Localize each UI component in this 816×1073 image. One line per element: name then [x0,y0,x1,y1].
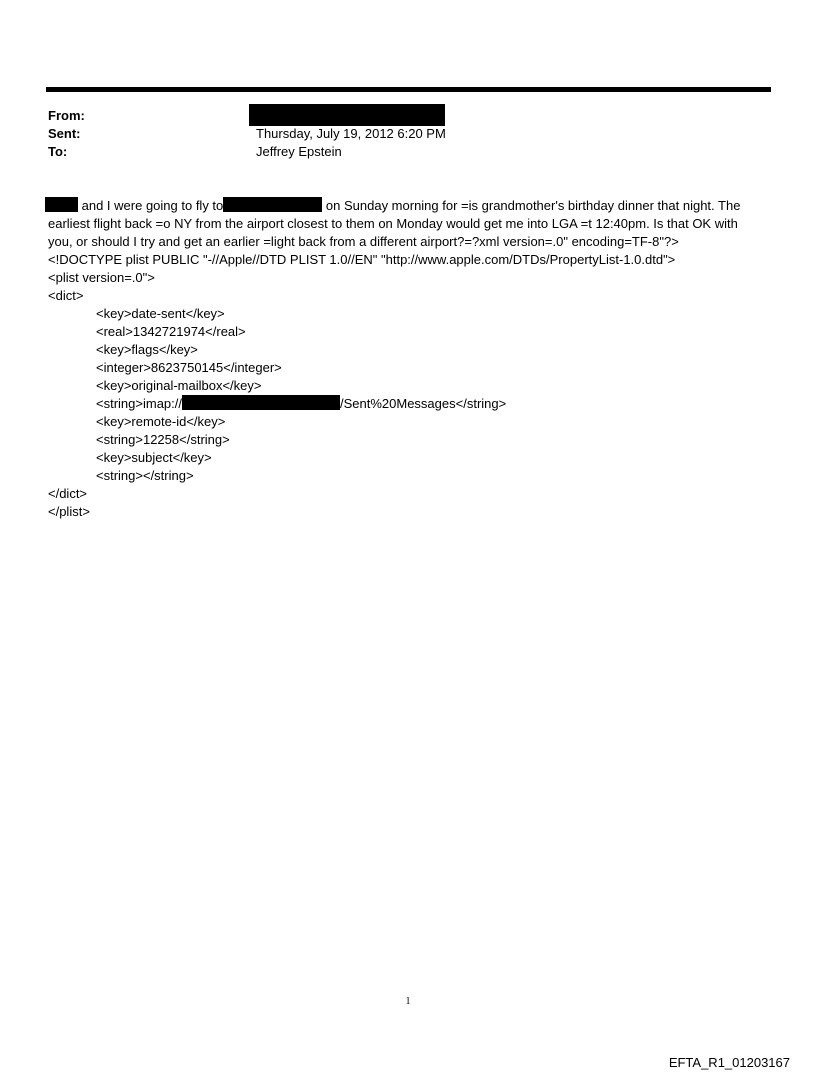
plist-line: <key>date-sent</key> [96,306,225,321]
body-line: <plist version=.0"> [48,270,155,285]
redacted-name [45,197,78,212]
redacted-sender [249,104,445,126]
body-line: </dict> [48,486,88,501]
top-rule [46,87,771,92]
body-text: and I were going to fly to [81,198,224,213]
body-line: you, or should I try and get an earlier =light back from a different airport?=?xml version=.0" encoding=TF-8"?> [48,234,679,249]
body-text: /Sent%20Messages</string> [340,396,507,411]
from-label: From: [48,108,85,123]
body-line [48,197,773,215]
plist-line: <string></string> [96,468,194,483]
plist-line: <key>original-mailbox</key> [96,378,262,393]
plist-line: <integer>8623750145</integer> [96,360,282,375]
to-label: To: [48,144,68,159]
redacted-destination [223,197,322,212]
sent-value: Thursday, July 19, 2012 6:20 PM [256,126,446,141]
body-text: <string>imap:// [96,396,182,411]
bates-number: EFTA_R1_01203167 [668,1055,790,1070]
body-line: </plist> [48,504,90,519]
body-line: <dict> [48,288,84,303]
to-value: Jeffrey Epstein [256,144,342,159]
plist-line [48,395,773,413]
plist-line: <real>1342721974</real> [96,324,246,339]
message-body [48,197,773,521]
redacted-imap-host [182,395,340,410]
page-number: 1 [405,996,411,1007]
body-line: <!DOCTYPE plist PUBLIC "-//Apple//DTD PLIST 1.0//EN" "http://www.apple.com/DTDs/PropertyList-1.0.dtd"> [48,252,676,267]
plist-line: <key>remote-id</key> [96,414,226,429]
plist-line: <key>flags</key> [96,342,198,357]
sent-label: Sent: [48,126,81,141]
body-line: earliest flight back =o NY from the airport closest to them on Monday would get me into LGA =t 12:40pm. Is that OK with [48,216,738,231]
plist-line: <key>subject</key> [96,450,212,465]
body-text: on Sunday morning for =is grandmother's birthday dinner that night. The [325,198,741,213]
plist-line: <string>12258</string> [96,432,230,447]
